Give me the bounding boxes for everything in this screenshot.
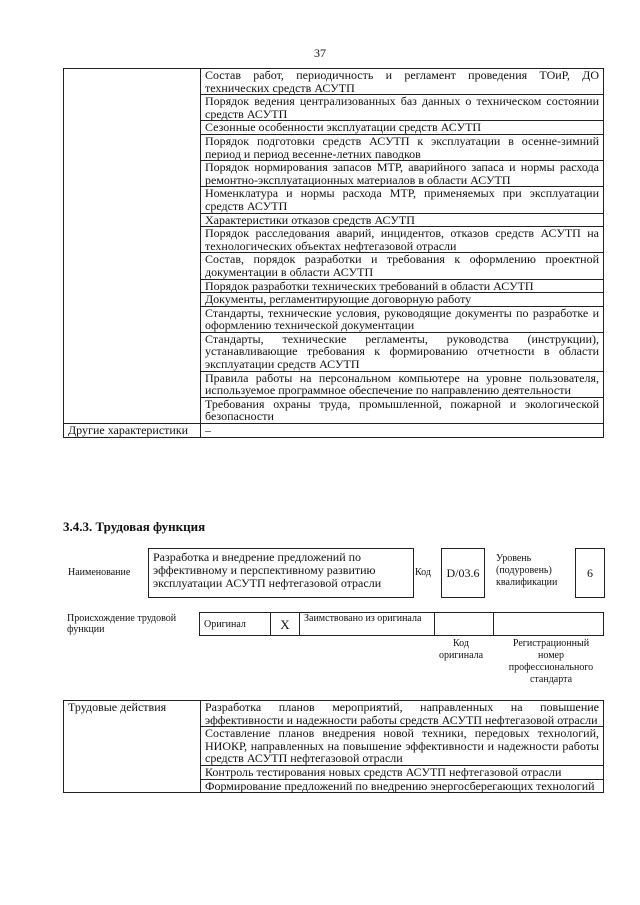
knowledge-item: Порядок подготовки средств АСУТП к эксплуатации в осенне-зимний период и период весенне-летних паводков (201, 134, 604, 160)
level-value: 6 (575, 548, 605, 598)
code-label: Код (415, 567, 431, 578)
knowledge-item: Порядок нормирования запасов МТР, аварийного запаса и нормы расхода ремонтно-эксплуатационных материалов в области АСУТП (201, 161, 604, 187)
knowledge-item: Стандарты, технические регламенты, руководства (инструкции), устанавливающие требования к формированию отчетности в области эксплуатации средств АСУТП (201, 332, 604, 371)
knowledge-table (63, 68, 604, 438)
knowledge-item: Порядок ведения централизованных баз данных о техническом состоянии средств АСУТП (201, 95, 604, 121)
function-header (63, 548, 604, 598)
knowledge-item: Стандарты, технические условия, руководящие документы по разработке и оформлению технической документации (201, 306, 604, 332)
knowledge-item: Номенклатура и нормы расхода МТР, применяемых при эксплуатации средств АСУТП (201, 187, 604, 213)
labor-actions-table (63, 700, 604, 793)
labor-action-item: Формирование предложений по внедрению энергосберегающих технологий (201, 779, 604, 793)
registration-number-cell (494, 613, 604, 636)
section-title: 3.4.3. Трудовая функция (63, 519, 206, 534)
table-row (64, 701, 604, 727)
other-characteristics-value: – (201, 424, 604, 438)
original-code-cell (435, 613, 494, 636)
knowledge-item: Сезонные особенности эксплуатации средств АСУТП (201, 121, 604, 135)
knowledge-item: Характеристики отказов средств АСУТП (201, 213, 604, 227)
origin-table (63, 612, 604, 636)
knowledge-item: Правила работы на персональном компьютере на уровне пользователя, используемое программное обеспечение по направлению деятельности (201, 371, 604, 397)
labor-action-item: Составление планов внедрения новой техники, передовых технологий, НИОКР, направленных на повышение эффективности и надежности работы средств АСУТП нефтегазовой отрасли (201, 727, 604, 766)
table-row (64, 69, 604, 95)
knowledge-item: Состав, порядок разработки и требования к оформлению проектной документации в области АСУТП (201, 253, 604, 279)
table-row (64, 424, 604, 438)
original-code-caption: Код оригинала (438, 638, 484, 661)
borrowed-label: Заимствовано из оригинала (300, 613, 435, 636)
registration-number-caption: Регистрационный номер профессионального стандарта (508, 638, 594, 685)
origin-label: Происхождение трудовой функции (67, 612, 177, 635)
code-value: D/03.6 (441, 548, 485, 598)
level-label: Уровень (подуровень) квалификации (496, 553, 558, 588)
knowledge-item: Требования охраны труда, промышленной, пожарной и экологической безопасности (201, 397, 604, 423)
labor-action-item: Разработка планов мероприятий, направленных на повышение эффективности и надежности работы средств АСУТП нефтегазовой отрасли (201, 701, 604, 727)
original-mark: X (271, 613, 300, 636)
knowledge-item: Порядок расследования аварий, инцидентов, отказов средств АСУТП на технологических объектах нефтегазовой отрасли (201, 227, 604, 253)
labor-action-item: Контроль тестирования новых средств АСУТП нефтегазовой отрасли (201, 765, 604, 779)
knowledge-item: Порядок разработки технических требований в области АСУТП (201, 279, 604, 293)
name-label: Наименование (68, 567, 131, 578)
table-row (63, 613, 604, 636)
page-number: 37 (314, 46, 326, 60)
original-label: Оригинал (200, 613, 271, 636)
label-cell (64, 69, 201, 424)
other-characteristics-label: Другие характеристики (64, 424, 201, 438)
function-name: Разработка и внедрение предложений по эффективному и перспективному развитию эксплуатации АСУТП нефтегазовой отрасли (148, 548, 414, 598)
knowledge-item: Состав работ, периодичность и регламент проведения ТОиР, ДО технических средств АСУТП (201, 69, 604, 95)
knowledge-item: Документы, регламентирующие договорную работу (201, 293, 604, 307)
labor-actions-label: Трудовые действия (64, 701, 201, 793)
